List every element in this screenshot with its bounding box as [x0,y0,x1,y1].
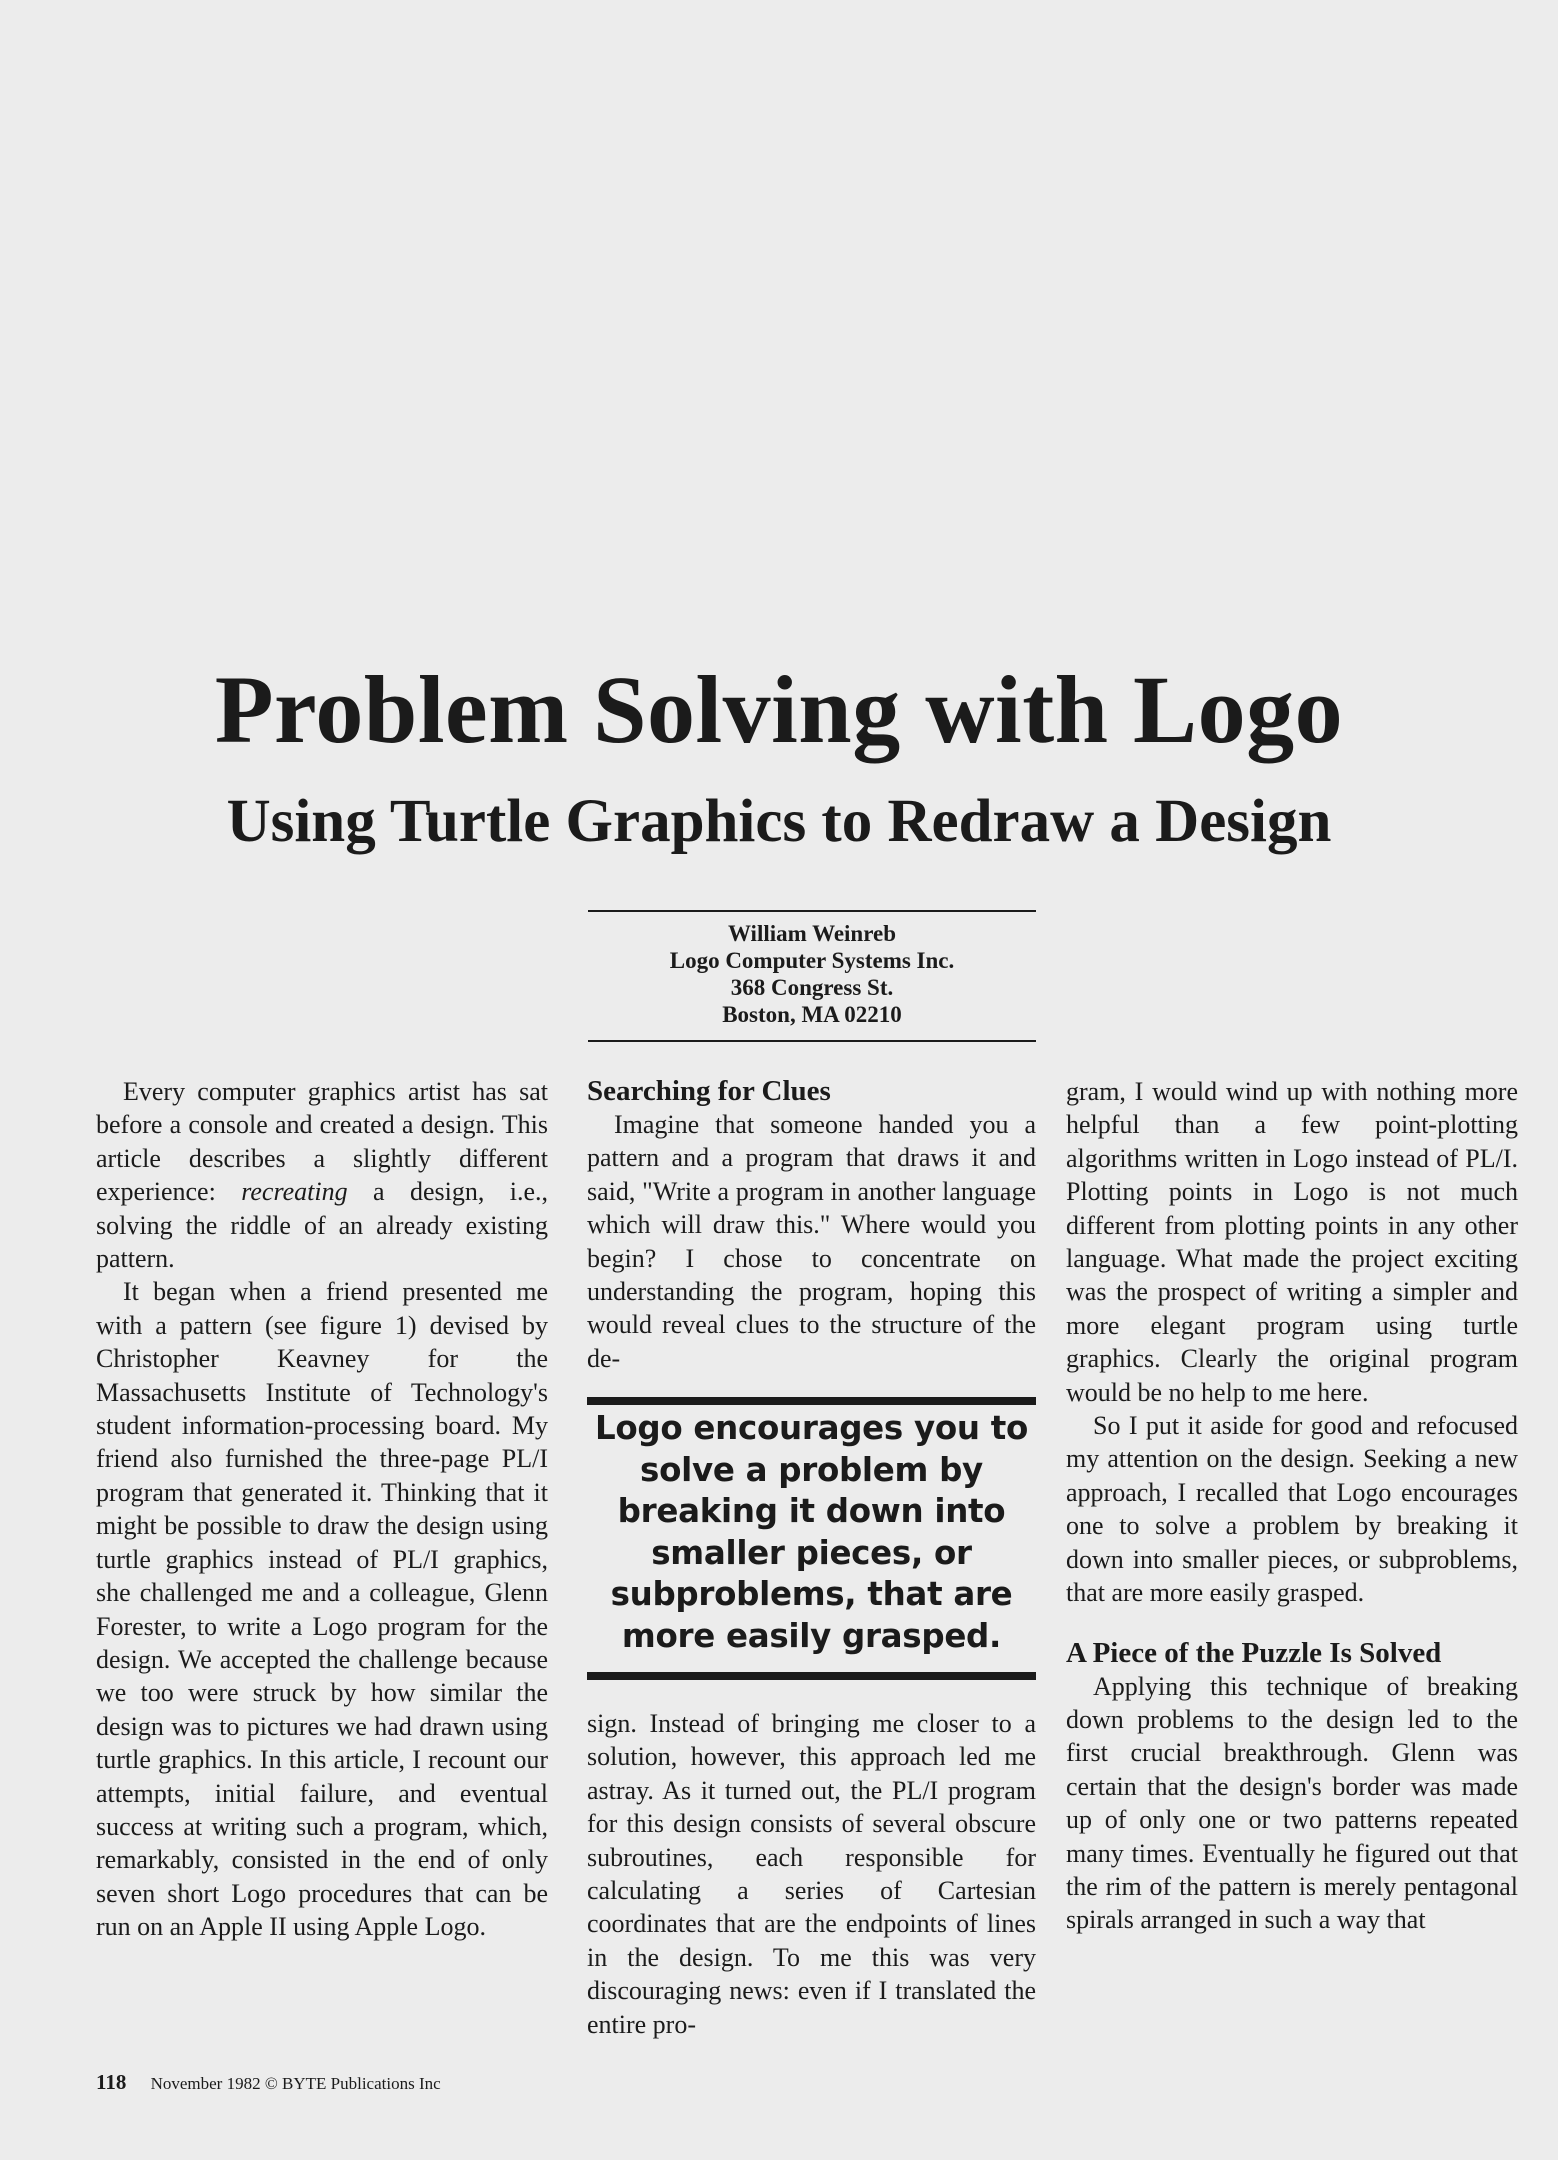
column-3 [1066,1075,1518,1937]
author-company: Logo Computer Systems Inc. [669,948,955,973]
author-name: William Weinreb [727,921,897,946]
col1-p1-text-b: a design, i.e., solving the riddle of an already existing pattern. [96,1177,548,1274]
author-street: 368 Congress St. [730,975,894,1000]
col3-paragraph-2: So I put it aside for good and refocused my attention on the design. Seeking a new approach, I recalled that Logo encourages one to solve a problem by breaking it down into smaller pieces, or subproblems, that are more easily grasped. [1066,1411,1518,1608]
col2-paragraph-2: sign. Instead of bringing me closer to a solution, however, this approach led me astray. As it turned out, the PL/I program for this design consists of several obscure subroutines, each responsible for calculating a series of Cartesian coordinates that are the endpoints of lines in the design. To me this was very discouraging news: even if I translated the entire pro- [587,1709,1036,2039]
pull-quote: Logo encourages you to solve a problem by breaking it down into smaller pieces, or subproblems, that are more easily grasped. [594,1409,1028,1655]
col1-paragraph-2: It began when a friend presented me with a pattern (see figure 1) devised by Christopher Keavney for the Massachusetts Institute of Technology's student information-processing board. My friend also furnished the three-page PL/I program that generated it. Thinking that it might be possible to draw the design using turtle graphics instead of PL/I graphics, she challenged me and a colleague, Glenn Forester, to write a Logo program for the design. We accepted the challenge because we too were struck by how similar the design was to pictures we had drawn using turtle graphics. In this article, I recount our attempts, initial failure, and eventual success at writing such a program, which, remarkably, consisted in the end of only seven short Logo procedures that can be run on an Apple II using Apple Logo. [96,1277,548,1942]
col1-paragraph-1 [96,1075,548,1275]
section-heading-puzzle: A Piece of the Puzzle Is Solved [1066,1636,1442,1669]
column-2-continued [587,1707,1036,2041]
byline-bottom-rule [588,1040,1036,1042]
col3-paragraph-1: gram, I would wind up with nothing more helpful than a few point-plotting algorithms written in Logo instead of PL/I. Plotting points in Logo is not much different from plotting points in any other language. What made the project exciting was the prospect of writing a simpler and more elegant program using turtle graphics. Clearly the original program would be no help to me here. [1066,1077,1518,1407]
byline-top-rule [588,910,1036,912]
article-title: Problem Solving with Logo [214,656,1344,763]
byline [588,920,1036,1028]
col1-p1-text-a: Every computer graphics artist has sat before a console and created a design. This article describes a slightly different experience: [96,1077,548,1207]
column-2 [587,1074,1036,1375]
article-subtitle: Using Turtle Graphics to Redraw a Design [226,788,1332,855]
author-city: Boston, MA 02210 [722,1002,902,1027]
pullquote-top-rule [587,1397,1036,1405]
column-1 [96,1075,548,1944]
footer-credit: November 1982 © BYTE Publications Inc [150,2074,441,2093]
pullquote-bottom-rule [587,1672,1036,1680]
page-number: 118 [96,2070,127,2094]
page-footer [96,2070,441,2095]
col1-p1-emphasis: recreating [241,1177,348,1207]
section-heading-searching: Searching for Clues [587,1075,831,1107]
col3-paragraph-3: Applying this technique of breaking down problems to the design led to the first crucial breakthrough. Glenn was certain that the design's border was made up of only one or two patterns repeated many times. Eventually he figured out that the rim of the pattern is merely pentagonal spirals arranged in such a way that [1066,1671,1518,1935]
col2-paragraph-1: Imagine that someone handed you a pattern and a program that draws it and said, "Write a program in another language which will draw this." Where would you begin? I chose to concentrate on understanding the program, hoping this would reveal clues to the structure of the de- [587,1110,1036,1373]
